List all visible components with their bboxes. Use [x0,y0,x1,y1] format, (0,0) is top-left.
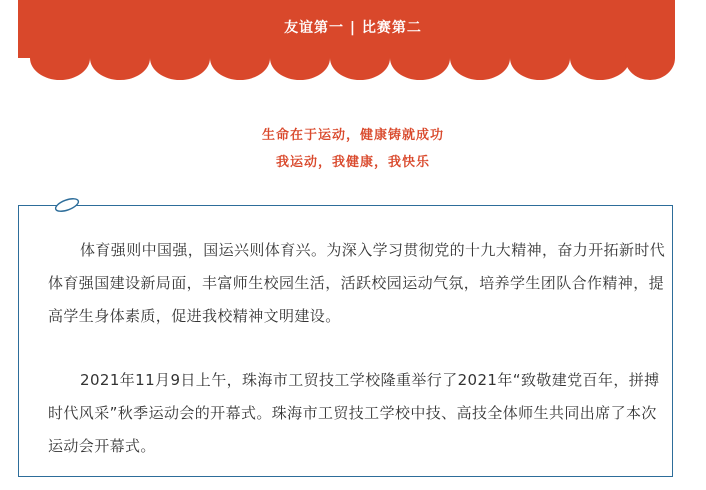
scallop-decoration [18,50,675,90]
slogan-line-2: 我运动，我健康，我快乐 [275,155,430,170]
article-paragraph: 体育强则中国强，国运兴则体育兴。为深入学习贯彻党的十九大精神，奋力开拓新时代体育强国建设新局面，丰富师生校园生活，活跃校园运动气氛，培养学生团队合作精神，提高学生身体素质，促进我校精神文明建设。 [48,241,666,325]
slogan-line-1: 生命在于运动，健康铸就成功 [261,128,444,143]
banner-title: 友谊第一 | 比赛第二 [284,20,422,36]
article-paragraph: 2021年11月9日上午，珠海市工贸技工学校隆重举行了2021年“致敬建党百年，拼搏时代风采”秋季运动会的开幕式。珠海市工贸技工学校中技、高技全体师生共同出席了本次运动会开幕式。 [48,371,660,455]
ring-decoration-icon [50,195,84,215]
